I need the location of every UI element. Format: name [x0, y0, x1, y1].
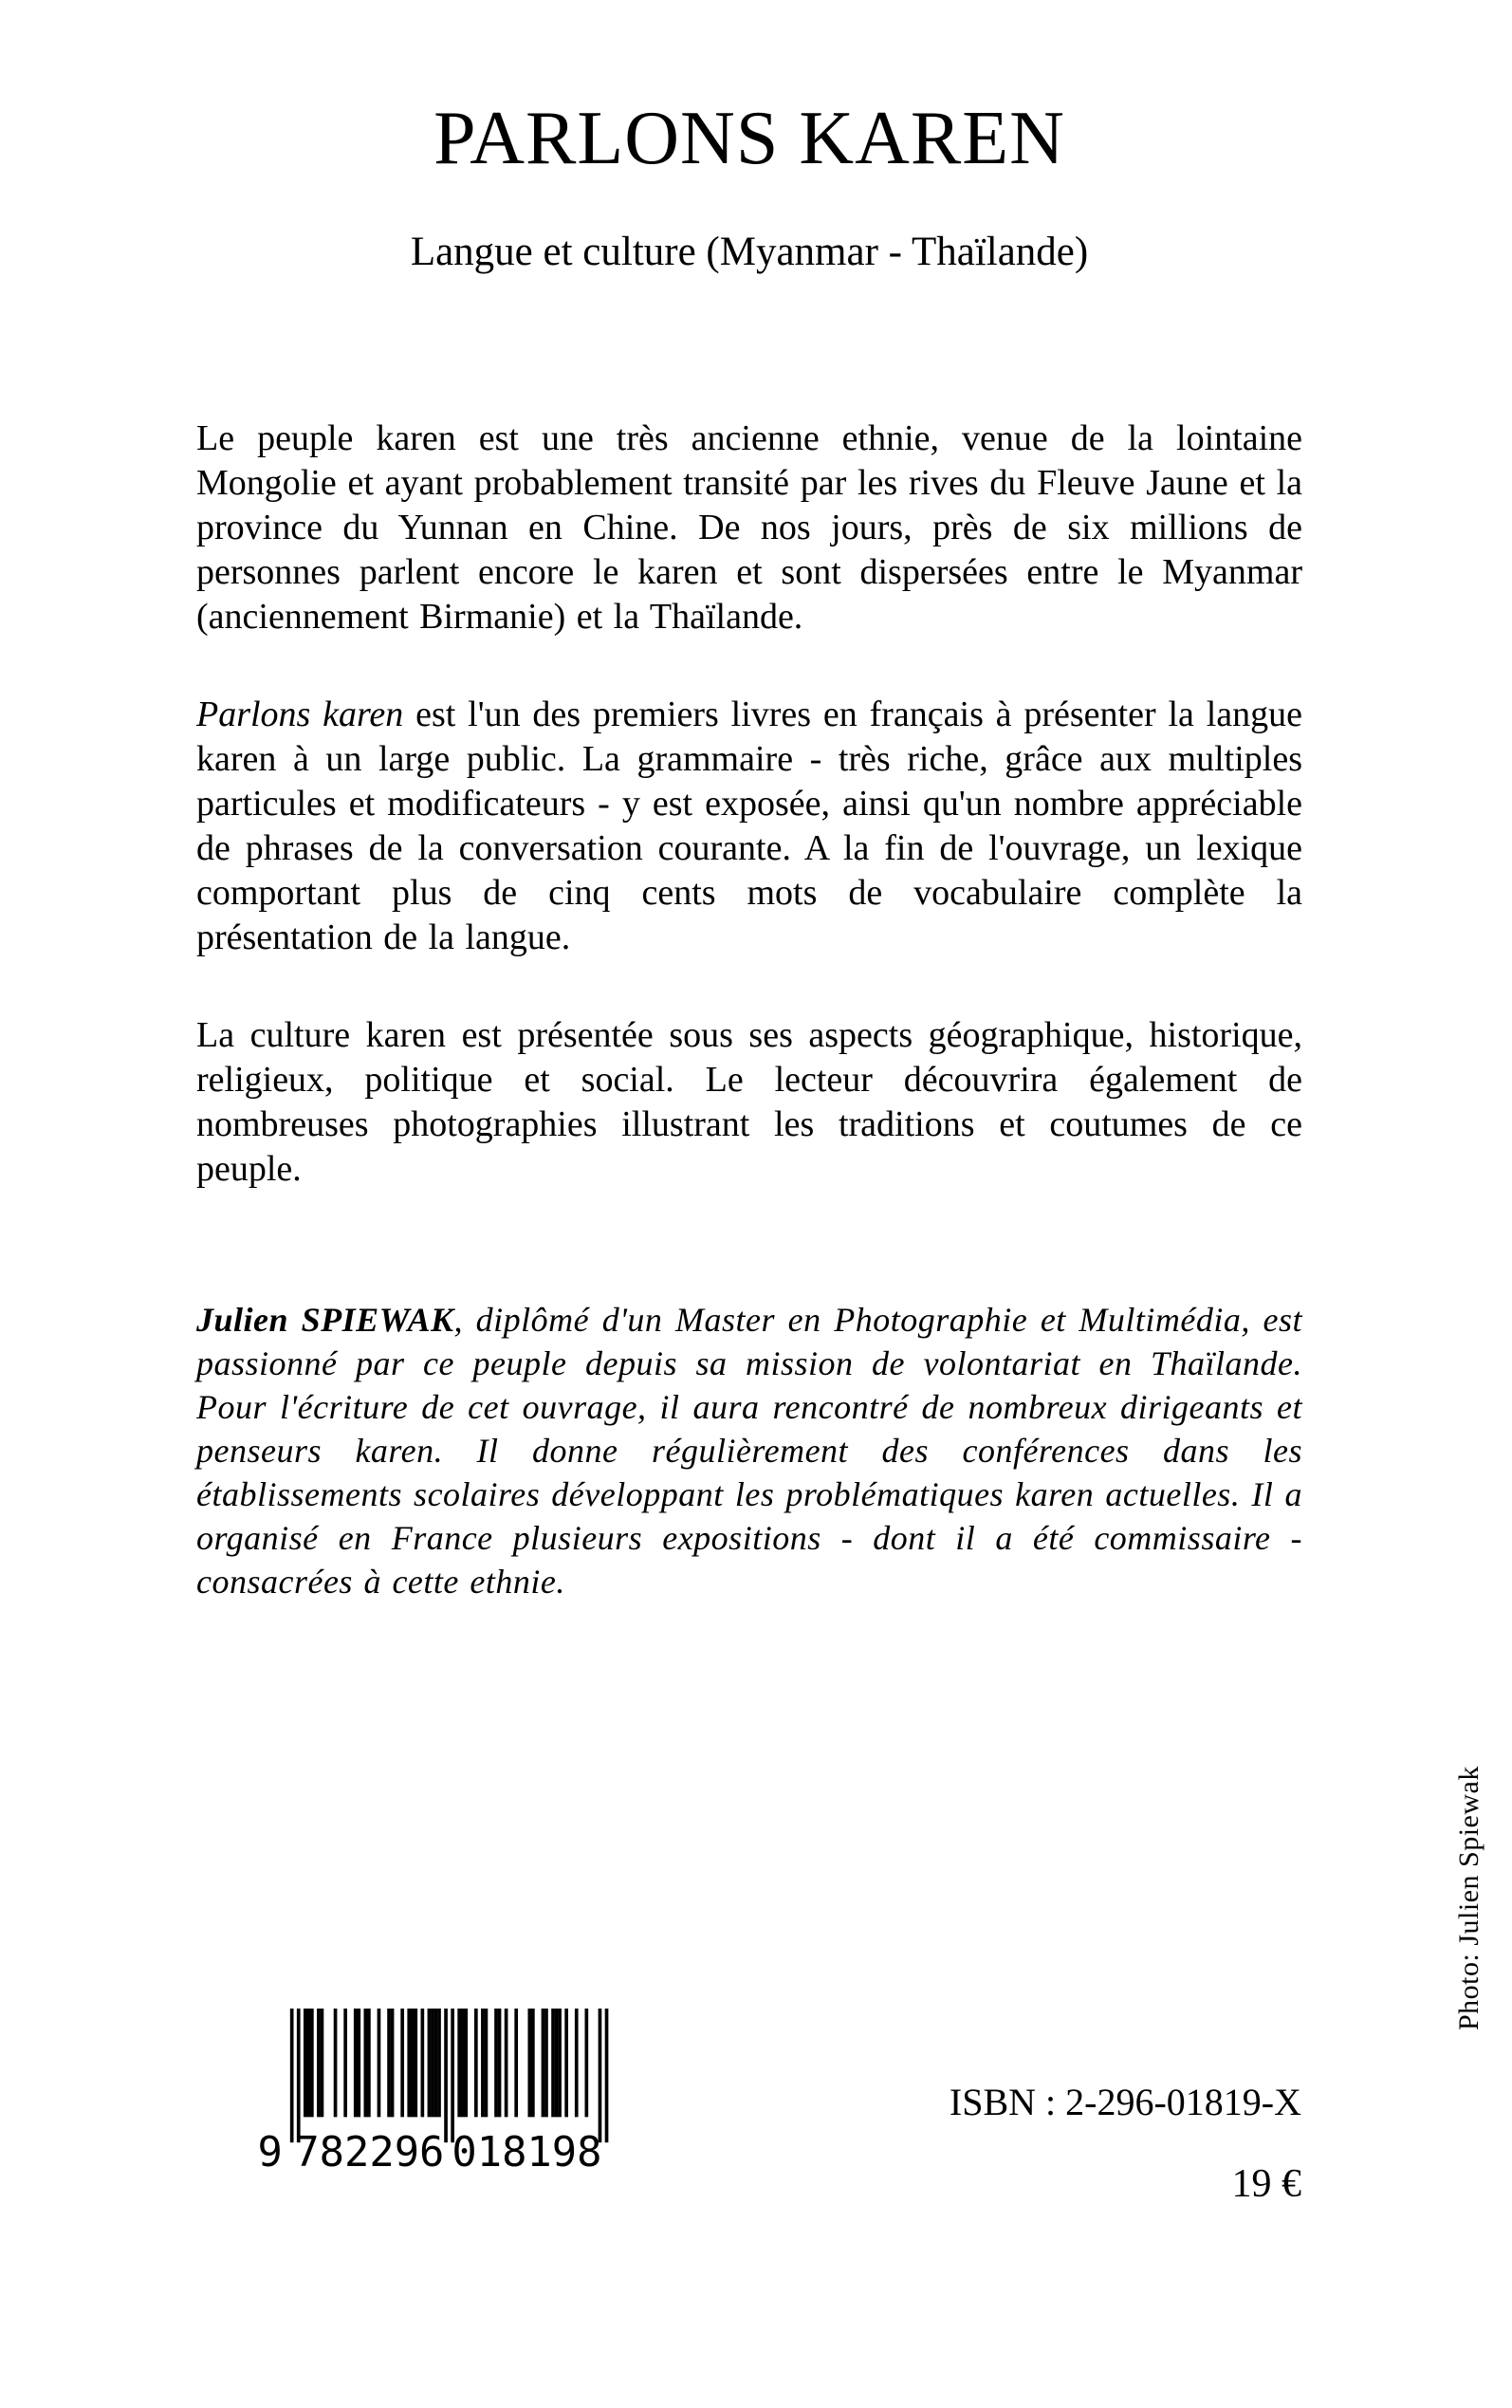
price-text: 19 €: [1231, 2162, 1301, 2206]
author-name: Julien SPIEWAK: [196, 1300, 454, 1339]
cover-content: [196, 0, 1302, 1603]
paragraph-text: Le peuple karen est une très ancienne ethnie, venue de la lointaine Mongolie et ayant probablement transité par les rives du Fleuve Jaune et la province du Yunnan en Chine. De nos jours, près de six millions de personnes parlent encore le karen et sont dispersées entre le Myanmar (anciennement Birmanie) et la Thaïlande.: [196, 417, 1302, 637]
barcode-bars: [290, 2009, 609, 2142]
photo-credit: Photo: Julien Spiewak: [1453, 1766, 1484, 2030]
ean13-barcode: [243, 2004, 622, 2175]
synopsis-paragraph-1: [196, 417, 1302, 639]
author-bio: [196, 1298, 1302, 1603]
paragraph-text: est l'un des premiers livres en français à présenter la langue karen à un large public. La grammaire - très riche, grâce aux multiples particules et modificateurs - y est exposée, ainsi qu'un nombre appréciable de phrases de la conversation courante. A la fin de l'ouvrage, un lexique comportant plus de cinq cents mots de vocabulaire complète la présentation de la langue.: [196, 694, 1302, 957]
book-title: PARLONS KAREN: [433, 97, 1065, 180]
synopsis-paragraph-3: [196, 1013, 1302, 1192]
book-subtitle: Langue et culture (Myanmar - Thaïlande): [410, 229, 1089, 274]
synopsis-paragraph-2: [196, 693, 1302, 960]
isbn-text: ISBN : 2-296-01819-X: [949, 2081, 1301, 2123]
synopsis: [196, 417, 1302, 1192]
barcode-digits-left: 782296: [294, 2128, 445, 2174]
author-bio-text: , diplômé d'un Master en Photographie et Multimédia, est passionné par ce peuple depuis sa mission de volontariat en Thaïlande. Pour l'écriture de cet ouvrage, il aura rencontré de nombreux dirigeants et penseurs karen. Il donne régulièrement des conférences dans les établissements scolaires développant les problématiques karen actuelles. Il a organisé en France plusieurs expositions - dont il a été commissaire - consacrées à cette ethnie.: [196, 1300, 1302, 1601]
barcode-digit-first: 9: [257, 2128, 283, 2174]
barcode-svg: [243, 2004, 620, 2174]
paragraph-text: La culture karen est présentée sous ses aspects géographique, historique, religieux, politique et social. Le lecteur découvrira également de nombreuses photographies illustrant les traditions et coutumes de ce peuple.: [196, 1014, 1302, 1189]
barcode-digits-right: 018198: [452, 2128, 602, 2174]
book-title-inline: Parlons karen: [196, 694, 404, 734]
